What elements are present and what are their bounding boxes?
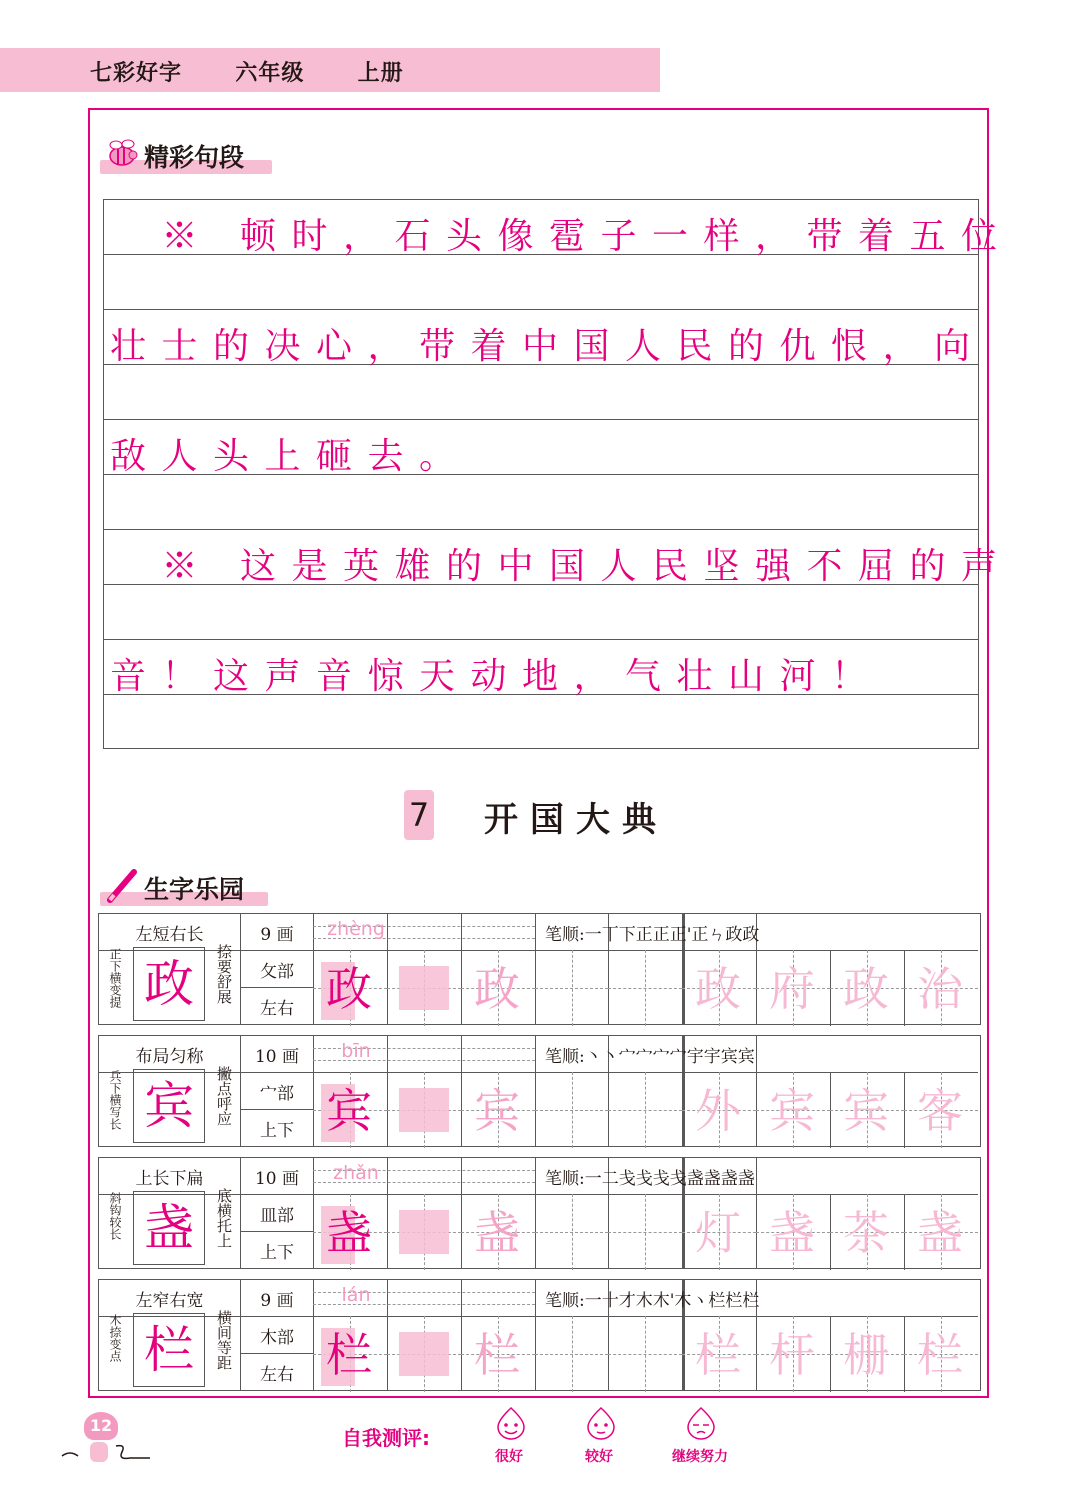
right-writing-tip: 撇点呼应 <box>215 1066 233 1126</box>
char-table-2 <box>98 1157 981 1269</box>
guide-line <box>535 1232 608 1233</box>
rule-line <box>104 639 978 640</box>
structure-tip: 布局匀称 <box>135 1047 204 1067</box>
layout-type: 上下 <box>260 1121 294 1141</box>
guide-line <box>608 1110 682 1111</box>
char-table-0 <box>98 913 981 1025</box>
word-character: 栏 <box>917 1328 963 1382</box>
pinyin: bīn <box>341 1040 371 1062</box>
page-number: 12 <box>84 1412 118 1440</box>
grid-line <box>240 987 313 988</box>
passage-line: ※ 这是英雄的中国人民坚强不屈的声 <box>110 546 1013 587</box>
self-eval-label: 自我测评: <box>342 1426 430 1450</box>
pinyin: zhǎn <box>333 1162 379 1184</box>
rating-label-good: 很好 <box>495 1449 523 1465</box>
left-writing-tip: 斜钩较长 <box>108 1192 122 1240</box>
grid-line <box>535 914 536 1024</box>
smile-face-icon[interactable] <box>584 1406 618 1440</box>
char-table-1 <box>98 1035 981 1147</box>
shade-block <box>399 1332 449 1376</box>
stroke-order: 笔顺:一十才木木'木ヽ栏栏栏 <box>545 1291 760 1311</box>
grid-line <box>240 1109 313 1110</box>
trace-character: 宾 <box>474 1084 520 1138</box>
pen-icon <box>102 868 140 904</box>
radical: 攵部 <box>260 962 294 982</box>
char-table-3 <box>98 1279 981 1391</box>
model-character: 盏 <box>133 1191 205 1265</box>
trace-character: 盏 <box>326 1206 372 1260</box>
neutral-face-icon[interactable] <box>684 1406 718 1440</box>
lesson-number: 7 <box>404 790 434 840</box>
stroke-count: 9 画 <box>260 1291 294 1311</box>
right-writing-tip: 横间等距 <box>215 1310 233 1370</box>
pinyin: lán <box>341 1284 371 1306</box>
trace-character: 政 <box>474 962 520 1016</box>
stroke-count: 9 画 <box>260 925 294 945</box>
passage-line: 音！这声音惊天动地，气壮山河！ <box>110 656 883 697</box>
passage-line: ※ 顿时，石头像雹子一样，带着五位 <box>110 216 1013 257</box>
word-character: 政 <box>843 962 889 1016</box>
guide-line <box>535 1354 608 1355</box>
stroke-count: 10 画 <box>254 1169 300 1189</box>
left-writing-tip: 兵下横写长 <box>108 1070 122 1130</box>
stroke-count: 10 画 <box>254 1047 300 1067</box>
section-label: 生字乐园 <box>144 875 245 904</box>
right-writing-tip: 底横托上 <box>215 1188 233 1248</box>
grid-line <box>240 1353 313 1354</box>
left-writing-tip: 正下横变提 <box>108 948 122 1008</box>
word-character: 盏 <box>769 1206 815 1260</box>
rule-line <box>104 529 978 530</box>
word-character: 杆 <box>769 1328 815 1382</box>
structure-tip: 左短右长 <box>135 925 204 945</box>
trace-character: 栏 <box>474 1328 520 1382</box>
grid-line <box>535 1158 536 1268</box>
trace-character: 栏 <box>326 1328 372 1382</box>
model-character: 政 <box>133 947 205 1021</box>
section-label: 精彩句段 <box>144 143 245 172</box>
stroke-order: 笔顺:一丅下正正正'正ㄣ政政 <box>545 925 760 945</box>
rule-line <box>104 419 978 420</box>
word-character: 府 <box>769 962 815 1016</box>
rule-line <box>104 309 978 310</box>
stroke-order: 笔顺:一二戋戋戋戋盏盏盏盏 <box>545 1169 755 1189</box>
shade-block <box>399 966 449 1010</box>
passage-box <box>103 199 1013 749</box>
word-character: 栅 <box>843 1328 889 1382</box>
radical: 木部 <box>260 1328 294 1348</box>
word-character: 宾 <box>843 1084 889 1138</box>
happy-face-icon[interactable] <box>494 1406 528 1440</box>
shade-block <box>399 1088 449 1132</box>
model-character: 宾 <box>133 1069 205 1143</box>
trace-character: 宾 <box>326 1084 372 1138</box>
pinyin: zhèng <box>327 918 385 940</box>
shade-block <box>399 1210 449 1254</box>
bee-icon <box>102 136 140 172</box>
guide-line <box>535 988 608 989</box>
word-character: 灯 <box>695 1206 741 1260</box>
right-writing-tip: 捺要舒展 <box>215 944 233 1004</box>
structure-tip: 左窄右宽 <box>135 1291 204 1311</box>
structure-tip: 上长下扁 <box>135 1169 204 1189</box>
stroke-order: 笔顺:丶丶宀宀宀宀宇宇宾宾 <box>545 1047 755 1067</box>
passage-line: 壮士的决心，带着中国人民的仇恨，向 <box>110 326 986 367</box>
trace-character: 盏 <box>474 1206 520 1260</box>
section-tag-characters <box>100 870 268 906</box>
grid-line <box>535 1036 536 1146</box>
word-character: 宾 <box>769 1084 815 1138</box>
word-character: 客 <box>917 1084 963 1138</box>
word-character: 外 <box>695 1084 741 1138</box>
book-title: 七彩好字 六年级 上册 <box>90 61 404 86</box>
guide-line <box>535 1110 608 1111</box>
layout-type: 左右 <box>260 999 294 1019</box>
grid-line <box>535 1280 536 1390</box>
radical: 皿部 <box>260 1206 294 1226</box>
mushroom-decoration-icon <box>60 1438 152 1466</box>
left-writing-tip: 木捺变点 <box>108 1314 122 1362</box>
word-character: 政 <box>695 962 741 1016</box>
passage-line: 敌人头上砸去。 <box>110 436 471 477</box>
word-character: 栏 <box>695 1328 741 1382</box>
radical: 宀部 <box>260 1084 294 1104</box>
guide-line <box>608 1232 682 1233</box>
rating-label-keep-trying: 继续努力 <box>672 1449 728 1465</box>
section-tag-passage <box>100 138 272 174</box>
word-character: 盏 <box>917 1206 963 1260</box>
lesson-title: 开国大典 <box>484 800 668 840</box>
model-character: 栏 <box>133 1313 205 1387</box>
rating-label-fair: 较好 <box>585 1449 613 1465</box>
layout-type: 左右 <box>260 1365 294 1385</box>
guide-line <box>608 1354 682 1355</box>
layout-type: 上下 <box>260 1243 294 1263</box>
grid-line <box>240 1231 313 1232</box>
trace-character: 政 <box>326 962 372 1016</box>
word-character: 茶 <box>843 1206 889 1260</box>
guide-line <box>608 988 682 989</box>
word-character: 治 <box>917 962 963 1016</box>
